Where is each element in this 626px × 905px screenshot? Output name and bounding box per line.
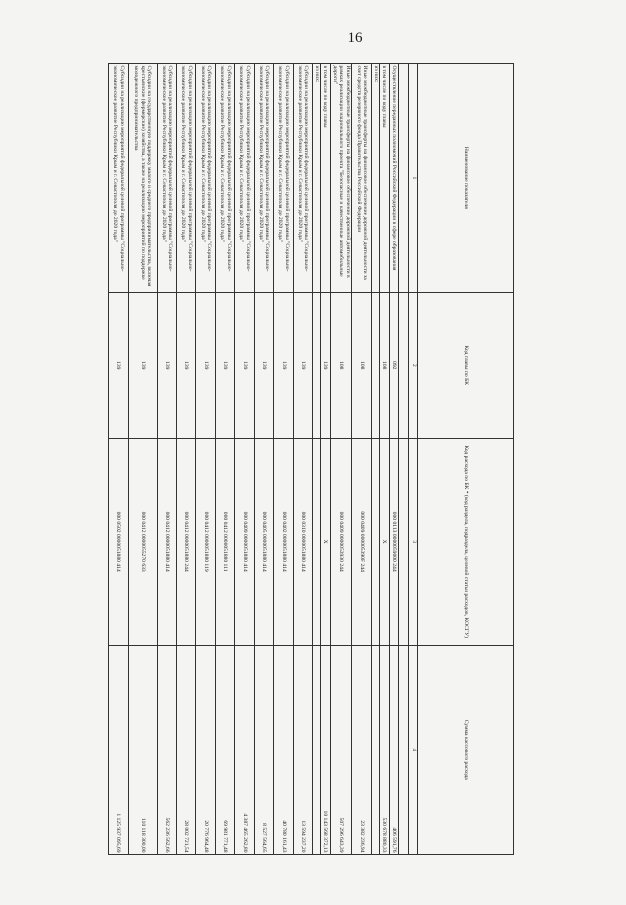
table-row (196, 64, 215, 855)
cell-code-article: 0000051880 244 (183, 533, 190, 572)
cell-code (177, 438, 196, 645)
cell-name (399, 64, 409, 293)
cell-code-section: 000 0310 (299, 511, 306, 533)
cell-code-article: 0000051880 414 (241, 533, 248, 572)
cell-name: Иные межбюджетные трансферты на финансовое обеспечение дорожной деятельности в рамках реализации национального проекта "Безопасные и качественные автомобильные дороги" (330, 64, 352, 293)
cell-glava (399, 292, 409, 438)
cell-name: Субсидии на реализацию мероприятий федеральной целевой программы "Социально-экономическое развитие Республики Крым и г. Севастополя до 2020 года" (235, 64, 254, 293)
cell-name: Субсидии на государственную поддержку малого и среднего предпринимательства, включая крестьянские (фермерские) хозяйства, а также на реализацию мероприятий по поддержке молодежного предпринимательства (128, 64, 157, 293)
cell-glava (371, 292, 379, 438)
header-code: Код расхода по БК * (код раздела, подраздела, целевой статьи расходов, КОСГУ) (418, 438, 514, 645)
table-row (371, 64, 379, 855)
cell-code (379, 438, 389, 645)
cell-code-article: 000005390F 244 (358, 533, 365, 572)
cell-code-article: 0000055270 633 (139, 533, 146, 572)
table-row (215, 64, 234, 855)
cell-code (128, 438, 157, 645)
column-number-row (409, 64, 418, 855)
cell-code-article: 0000051880 414 (164, 533, 171, 572)
cell-glava: 139 (196, 292, 215, 438)
cell-code-section: 000 0405 (261, 511, 268, 533)
cell-code-article: 0000051880 111 (222, 534, 229, 572)
table-row (128, 64, 157, 855)
cell-name: Иные межбюджетные трансферты на финансовое обеспечение дорожной деятельности за счет средств резервного фонда Правительства Российской Федерации (352, 64, 371, 293)
cell-code (320, 438, 330, 645)
cell-sum: 562 236 562,66 (157, 645, 176, 855)
cell-code-section: 000 0412 (164, 511, 171, 533)
cell-code-section: 000 0409 (241, 511, 248, 533)
cell-code-section: 000 0412 (139, 511, 146, 533)
cell-sum: 530 678 880,33 (379, 645, 389, 855)
cell-sum: 13 594 237,20 (293, 645, 312, 855)
cell-glava: 139 (128, 292, 157, 438)
cell-code-article: 0000051880 119 (202, 534, 209, 572)
table-row (312, 64, 320, 855)
cell-sum: 8 527 564,65 (254, 645, 273, 855)
cell-sum: 69 981 771,48 (215, 645, 234, 855)
cell-sum: 4 387 465 262,80 (235, 645, 254, 855)
cell-glava: 139 (293, 292, 312, 438)
header-glava: Код главы по БК (418, 292, 514, 438)
cell-sum: 40 780 161,43 (274, 645, 293, 855)
cell-sum: 28 002 721,54 (177, 645, 196, 855)
cell-sum (371, 645, 379, 855)
header-name: Наименование показателя (418, 64, 514, 293)
cell-code (196, 438, 215, 645)
table-row (352, 64, 371, 855)
cell-name: Субсидии на реализацию мероприятий федеральной целевой программы "Социально-экономическое развитие Республики Крым и г. Севастополя до 2020 года" (109, 64, 129, 293)
cell-code (274, 438, 293, 645)
table-row (399, 64, 409, 855)
cell-glava: 139 (254, 292, 273, 438)
cell-code-article: 0000051880 414 (115, 533, 122, 572)
cell-glava: 108 (379, 292, 389, 438)
cell-name: Субсидии на реализацию мероприятий федеральной целевой программы "Социально-экономическое развитие Республики Крым и г. Севастополя до 2020 года" (215, 64, 234, 293)
cell-code-section: 000 0412 (183, 511, 190, 533)
cell-code-article: 0000053930 244 (338, 533, 345, 572)
table-row (320, 64, 330, 855)
cell-name: Субсидии на реализацию мероприятий федеральной целевой программы "Социально-экономическое развитие Республики Крым и г. Севастополя до 2020 года" (196, 64, 215, 293)
table-row (109, 64, 129, 855)
page-number: 16 (347, 30, 363, 46)
cell-code (352, 438, 371, 645)
column-number: 3 (409, 438, 418, 645)
cell-glava: 108 (330, 292, 352, 438)
cell-code (330, 438, 352, 645)
cell-code-article: 0000051880 414 (299, 533, 306, 572)
table-row (389, 64, 399, 855)
cell-sum: 507 296 643,39 (330, 645, 352, 855)
table-row (235, 64, 254, 855)
cell-sum: 406 591,76 (389, 645, 399, 855)
cell-sum (399, 645, 409, 855)
cell-code (312, 438, 320, 645)
cell-code-section: 000 0402 (280, 511, 287, 533)
table-header-row (418, 64, 514, 855)
cell-name: Осуществление переданных полномочий Российской Федерации в сфере образования (389, 64, 399, 293)
expense-table (108, 63, 514, 855)
column-number: 4 (409, 645, 418, 855)
cell-name: Субсидии на реализацию мероприятий федеральной целевой программы "Социально-экономическое развитие Республики Крым и г. Севастополя до 2020 года" (254, 64, 273, 293)
cell-name: из них: (312, 64, 320, 293)
rotated-table-frame (108, 63, 514, 855)
column-number: 2 (409, 292, 418, 438)
cell-glava: 139 (274, 292, 293, 438)
cell-code-article: 0000059000 244 (391, 533, 398, 572)
cell-sum: 10 143 568 372,13 (320, 645, 330, 855)
cell-name: Субсидии на реализацию мероприятий федеральной целевой программы "Социально-экономическое развитие Республики Крым и г. Севастополя до 2020 года" (157, 64, 176, 293)
cell-code-article: 0000051880 414 (261, 533, 268, 572)
cell-code (157, 438, 176, 645)
cell-glava: 108 (352, 292, 371, 438)
cell-name: Субсидии на реализацию мероприятий федеральной целевой программы "Социально-экономическое развитие Республики Крым и г. Севастополя до 2020 года" (177, 64, 196, 293)
cell-name: в том числе по коду главы (320, 64, 330, 293)
table-row (254, 64, 273, 855)
cell-code-section: 000 0113 (391, 511, 398, 533)
cell-code (215, 438, 234, 645)
cell-sum (312, 645, 320, 855)
cell-name: Субсидии на реализацию мероприятий федеральной целевой программы "Социально-экономическое развитие Республики Крым и г. Севастополя до 2020 года" (293, 64, 312, 293)
cell-glava: 139 (320, 292, 330, 438)
cell-sum: 20 776 964,48 (196, 645, 215, 855)
cell-sum: 1 125 937 095,69 (109, 645, 129, 855)
cell-glava: 092 (389, 292, 399, 438)
cell-code-section: 000 0409 (338, 511, 345, 533)
cell-code-section: 000 0412 (202, 511, 209, 533)
cell-code-article: X (322, 539, 329, 544)
cell-code-section: 000 0502 (115, 511, 122, 533)
table-row (177, 64, 196, 855)
table-row (379, 64, 389, 855)
cell-sum: 110 118 300,00 (128, 645, 157, 855)
cell-glava (312, 292, 320, 438)
table-row (157, 64, 176, 855)
cell-glava: 139 (235, 292, 254, 438)
cell-glava: 139 (157, 292, 176, 438)
cell-code-section: 000 0409 (358, 511, 365, 533)
cell-code (399, 438, 409, 645)
cell-code-article: 0000051880 414 (280, 533, 287, 572)
cell-glava: 139 (109, 292, 129, 438)
cell-code-article: X (381, 539, 388, 544)
table-row (293, 64, 312, 855)
cell-glava: 139 (215, 292, 234, 438)
cell-name: в том числе по коду главы (379, 64, 389, 293)
cell-code (235, 438, 254, 645)
cell-code (109, 438, 129, 645)
cell-code (254, 438, 273, 645)
cell-code-section: 000 0412 (222, 511, 229, 533)
table-row (330, 64, 352, 855)
cell-code (389, 438, 399, 645)
column-number: 1 (409, 64, 418, 293)
cell-code (293, 438, 312, 645)
cell-name: Субсидии на реализацию мероприятий федеральной целевой программы "Социально-экономическое развитие Республики Крым и г. Севастополя до 2020 года" (274, 64, 293, 293)
cell-glava: 139 (177, 292, 196, 438)
header-sum: Сумма кассового расхода (418, 645, 514, 855)
cell-code (371, 438, 379, 645)
table-row (274, 64, 293, 855)
cell-name: из них: (371, 64, 379, 293)
cell-sum: 23 382 236,94 (352, 645, 371, 855)
